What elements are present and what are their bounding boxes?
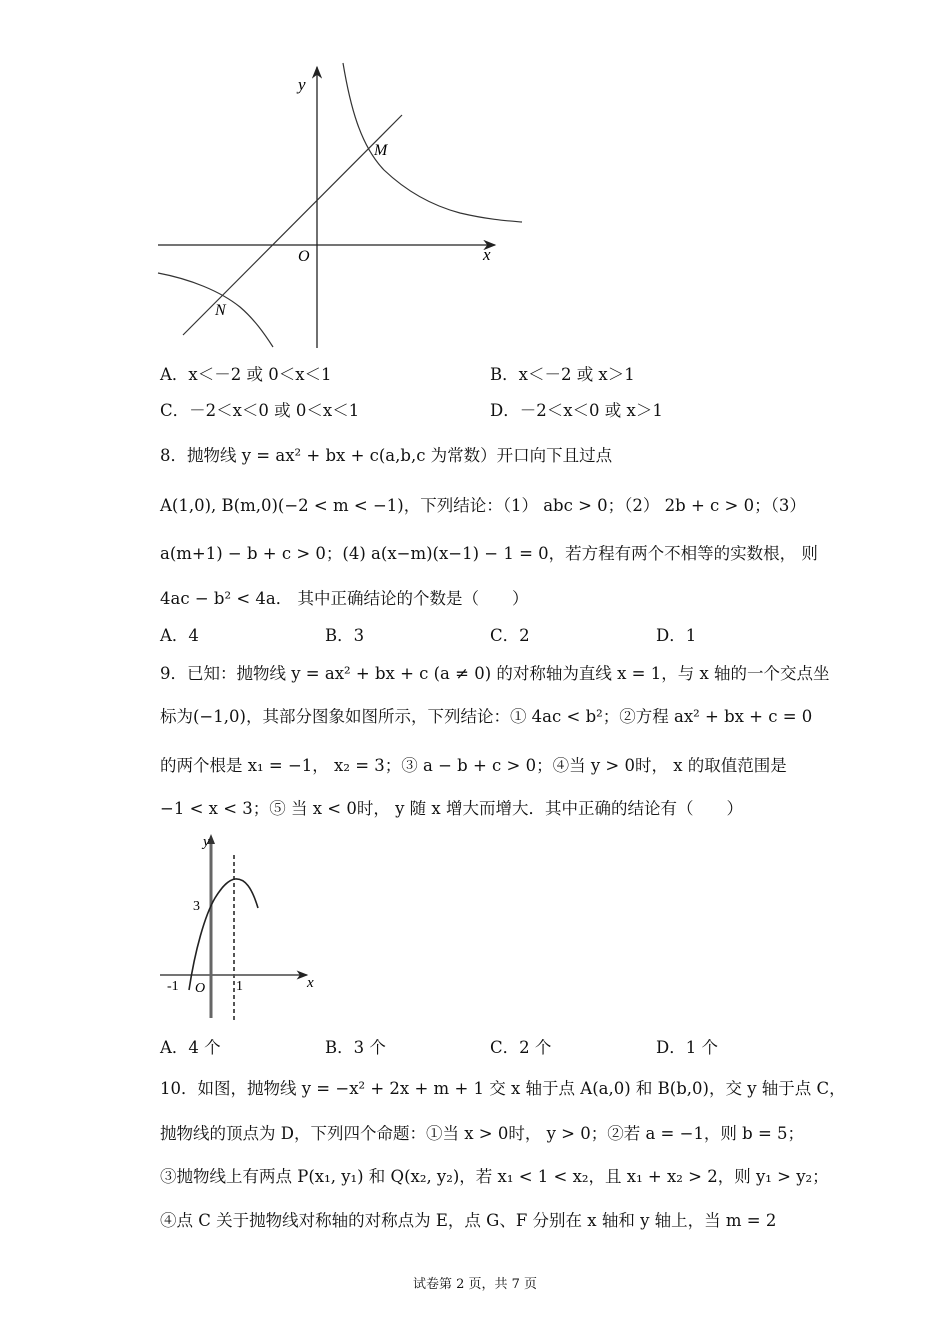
q8-option-b[interactable]: B．3 xyxy=(325,626,365,645)
q10-stem-line-2: 抛物线的顶点为 D，下列四个命题：①当 x > 0时， y > 0；②若 a = −1，则 b = 5； xyxy=(160,1124,805,1143)
q8-option-a[interactable]: A．4 xyxy=(160,626,199,645)
q9-option-a[interactable]: A．4 个 xyxy=(160,1038,221,1057)
q8-stem-line-3: a(m+1) − b + c > 0；(4) a(x−m)(x−1) − 1 = 0，若方程有两个不相等的实数根， 则 xyxy=(160,544,818,563)
point-label-m: M xyxy=(374,142,388,159)
q8-stem-line-4: 4ac − b² < 4a． 其中正确结论的个数是（ ） xyxy=(160,589,529,608)
label-neg1: -1 xyxy=(167,979,179,994)
q10-stem-line-3: ③抛物线上有两点 P(x₁, y₁) 和 Q(x₂, y₂)，若 x₁ < 1 < x₂，且 x₁ + x₂ > 2，则 y₁ > y₂； xyxy=(160,1167,829,1186)
axis-label-x: x xyxy=(483,245,491,264)
q9-option-b[interactable]: B．3 个 xyxy=(325,1038,386,1057)
q7-option-a[interactable]: A．x＜－2 或 0＜x＜1 xyxy=(160,365,332,384)
q7-option-d-text: －2＜x＜0 或 x＞1 xyxy=(519,401,663,420)
q7-option-d[interactable]: D．－2＜x＜0 或 x＞1 xyxy=(490,401,663,420)
origin-label: O xyxy=(195,981,206,996)
origin-label: O xyxy=(298,248,310,265)
q8-stem-line-2: A(1,0), B(m,0)(−2 < m < −1)，下列结论：（1） abc > 0；（2） 2b + c > 0；（3） xyxy=(160,496,806,515)
axis-label-y: y xyxy=(203,834,210,850)
q9-option-d[interactable]: D．1 个 xyxy=(656,1038,718,1057)
q10-stem-line-1: 10．如图，抛物线 y = −x² + 2x + m + 1 交 x 轴于点 A(a,0) 和 B(b,0)，交 y 轴于点 C， xyxy=(160,1079,846,1098)
q9-stem-line-3: 的两个根是 x₁ = −1， x₂ = 3；③ a − b + c > 0；④当 y > 0时， x 的取值范围是 xyxy=(160,756,787,775)
page-footer: 试卷第 2 页，共 7 页 xyxy=(412,1277,538,1292)
hyperbola-line-figure xyxy=(150,55,540,355)
parabola-curve xyxy=(189,879,258,990)
q8-option-d[interactable]: D．1 xyxy=(656,626,697,645)
parabola-figure xyxy=(155,830,325,1025)
q9-option-c[interactable]: C．2 个 xyxy=(490,1038,552,1057)
axis-label-x: x xyxy=(307,975,314,991)
q7-option-b[interactable]: B．x＜－2 或 x＞1 xyxy=(490,365,635,384)
point-label-n: N xyxy=(215,302,226,319)
hyperbola-branch-upper xyxy=(343,63,522,222)
q9-stem-line-1: 9．已知：抛物线 y = ax² + bx + c (a ≠ 0) 的对称轴为直线 x = 1，与 x 轴的一个交点坐 xyxy=(160,664,830,683)
q9-stem-line-4: −1 < x < 3；⑤ 当 x < 0时， y 随 x 增大而增大．其中正确的结论有（ ） xyxy=(160,799,743,818)
q7-option-b-text: x＜－2 或 x＞1 xyxy=(518,365,635,384)
label-3: 3 xyxy=(193,899,200,914)
axis-label-y: y xyxy=(298,75,306,94)
q8-option-c[interactable]: C．2 xyxy=(490,626,530,645)
q10-stem-line-4: ④点 C 关于抛物线对称轴的对称点为 E，点 G、F 分别在 x 轴和 y 轴上，当 m = 2 xyxy=(160,1211,777,1230)
q7-option-a-text: x＜－2 或 0＜x＜1 xyxy=(188,365,332,384)
q7-option-c[interactable]: C．－2＜x＜0 或 0＜x＜1 xyxy=(160,401,360,420)
q9-stem-line-2: 标为(−1,0)，其部分图象如图所示，下列结论：① 4ac < b²；②方程 ax² + bx + c = 0 xyxy=(160,707,813,726)
q7-option-c-text: －2＜x＜0 或 0＜x＜1 xyxy=(189,401,360,420)
label-1: 1 xyxy=(236,979,243,994)
q8-stem-line-1: 8．抛物线 y = ax² + bx + c(a,b,c 为常数）开口向下且过点 xyxy=(160,446,613,465)
